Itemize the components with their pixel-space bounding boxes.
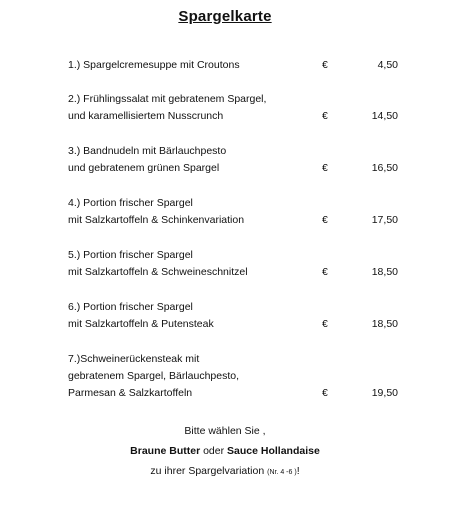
menu-item: [68, 91, 398, 125]
menu-item: [68, 351, 398, 402]
footer-line-1: Bitte wählen Sie ,: [184, 425, 266, 437]
menu-item-text: 7.)Schweinerückensteak mit: [68, 353, 200, 365]
menu-item-text: 3.) Bandnudeln mit Bärlauchpesto: [68, 145, 227, 157]
menu-item: [68, 195, 398, 229]
menu-item-line: [68, 195, 398, 212]
menu-item-text: 2.) Frühlingssalat mit gebratenem Spargel,: [68, 93, 267, 105]
menu-item-line: [68, 160, 398, 177]
currency-symbol: €: [322, 387, 328, 399]
menu-item-text: 5.) Portion frischer Spargel: [68, 249, 193, 261]
menu-item-line: [68, 91, 398, 108]
menu-item-text: gebratenem Spargel, Bärlauchpesto,: [68, 370, 240, 382]
menu-item-price: 19,50: [371, 387, 398, 399]
footer-line-3-end: !: [296, 465, 300, 477]
menu-item-line: [68, 351, 398, 368]
menu-title: Spargelkarte: [178, 8, 272, 25]
menu-item-text: mit Salzkartoffeln & Putensteak: [68, 318, 214, 330]
menu-item-line: [68, 212, 398, 229]
menu-item: [68, 299, 398, 333]
menu-item-text: 1.) Spargelcremesuppe mit Croutons: [68, 59, 240, 71]
currency-symbol: €: [322, 318, 328, 330]
menu-item-line: [68, 143, 398, 160]
menu-item-text: mit Salzkartoffeln & Schinkenvariation: [68, 214, 245, 226]
currency-symbol: €: [322, 214, 328, 226]
footer-line-3-note: (Nr. 4 -6 ): [267, 469, 297, 476]
sauce-option-1: Braune Butter: [130, 445, 201, 457]
footer-line-2: [0, 441, 450, 461]
menu-item: [68, 247, 398, 281]
footer-or: oder: [200, 445, 228, 457]
footer-line-3-text: zu ihrer Spargelvariation: [150, 465, 268, 477]
menu-item-line: [68, 385, 398, 402]
menu-item-text: mit Salzkartoffeln & Schweineschnitzel: [68, 266, 248, 278]
menu-item-text: und gebratenem grünen Spargel: [68, 162, 220, 174]
menu-item-price: 18,50: [371, 318, 398, 330]
menu-item-text: und karamellisiertem Nusscrunch: [68, 110, 224, 122]
currency-symbol: €: [322, 162, 328, 174]
menu-item-line: [68, 368, 398, 385]
menu-item-line: [68, 299, 398, 316]
currency-symbol: €: [322, 59, 328, 71]
menu-item: [68, 57, 398, 74]
menu-item-price: 4,50: [377, 59, 398, 71]
menu-item-line: [68, 108, 398, 125]
footer-note: [0, 421, 450, 483]
footer-line-3: [0, 461, 450, 483]
menu-item-price: 14,50: [371, 110, 398, 122]
menu-item-text: Parmesan & Salzkartoffeln: [68, 387, 193, 399]
menu-item-price: 18,50: [371, 266, 398, 278]
menu-item-text: 6.) Portion frischer Spargel: [68, 301, 193, 313]
menu-item-line: [68, 316, 398, 333]
sauce-option-2: Sauce Hollandaise: [227, 445, 320, 457]
currency-symbol: €: [322, 266, 328, 278]
menu-item-text: 4.) Portion frischer Spargel: [68, 197, 193, 209]
menu-item: [68, 143, 398, 177]
menu-item-price: 17,50: [371, 214, 398, 226]
menu-item-line: [68, 247, 398, 264]
menu-item-line: [68, 57, 398, 74]
menu-item-line: [68, 264, 398, 281]
menu-item-price: 16,50: [371, 162, 398, 174]
currency-symbol: €: [322, 110, 328, 122]
